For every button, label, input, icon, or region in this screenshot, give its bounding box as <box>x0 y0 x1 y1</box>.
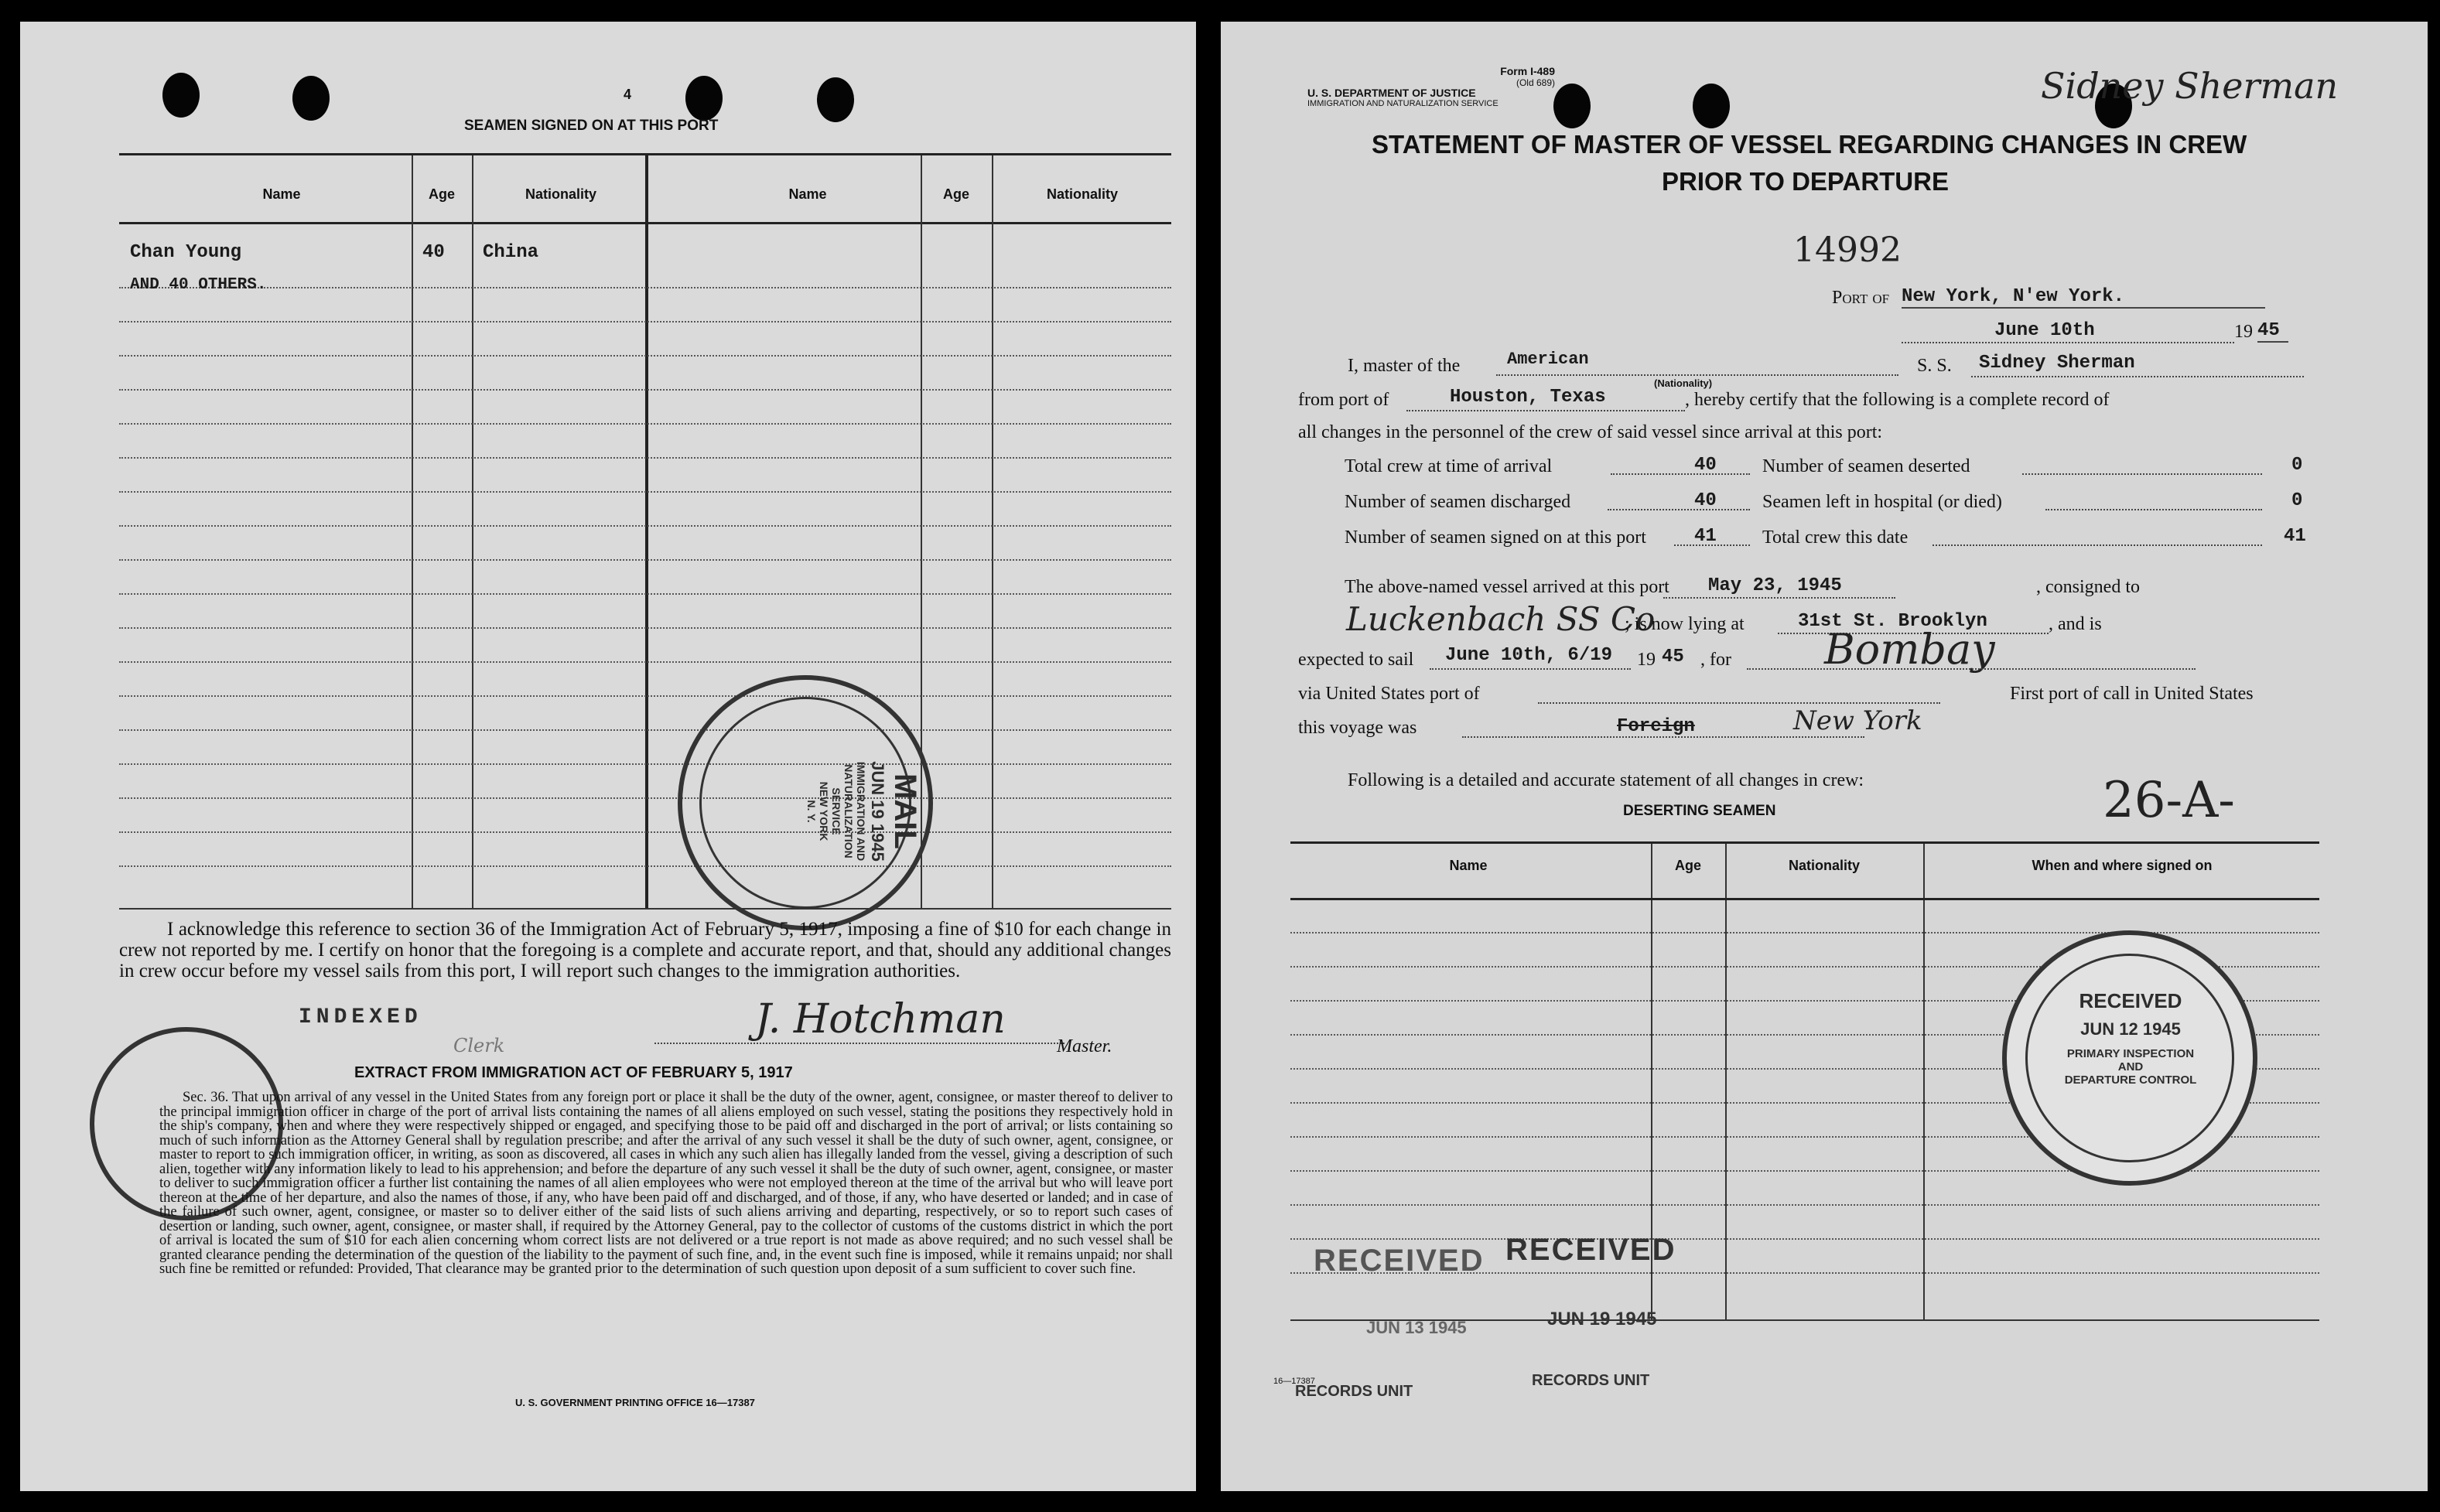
records-unit-2: RECORDS UNIT <box>1532 1372 1650 1389</box>
stamp-text: NEW YORK <box>818 781 830 841</box>
punch-hole <box>1553 84 1591 128</box>
stamp-date: JUN 19 1945 <box>868 761 887 862</box>
seamen-signed-table <box>119 153 1171 910</box>
form-old: (Old 689) <box>1516 77 1555 88</box>
mail-stamp <box>678 675 933 930</box>
table-cell: China <box>483 242 539 263</box>
stat-label: Total crew at time of arrival <box>1345 456 1553 476</box>
ship-name: Sidney Sherman <box>1979 353 2135 374</box>
stamp-text: AND <box>2117 1060 2144 1073</box>
punch-hole <box>1693 84 1730 128</box>
consignee-value: Luckenbach SS Co <box>1346 600 1656 638</box>
expected-label: expected to sail <box>1298 650 1414 670</box>
stamp-text: SERVICE <box>830 787 842 835</box>
column-header: Age <box>1674 858 1701 873</box>
certify-text: all changes in the personnel of the crew of said vessel since arrival at this port: <box>1298 422 1883 442</box>
table-cell: Chan Young <box>130 242 242 263</box>
punch-hole <box>292 76 330 121</box>
page-number: 4 <box>624 87 632 102</box>
column-header: Age <box>942 186 969 202</box>
printing-office: U. S. GOVERNMENT PRINTING OFFICE 16—17387 <box>515 1397 755 1408</box>
for-value: Bombay <box>1824 625 1995 674</box>
extract-text: Sec. 36. That upon arrival of any vessel in the United States from any foreign port or place it shall be the duty of the owner, agent, consignee, or master thereof to deliver to the principal immigration officer in charge of the port of arrival lists containing the names of all aliens employed on such vessel, stating the positions they respectively hold in the ship's company, when and where they were respectively shipped or engaged, and specifying those to be paid off and discharged in the port of arrival; or lists containing so much of such information as the Attorney General shall by regulation prescribe; and after the arrival of any such vessel it shall be the duty of such owner, agent, consignee, or master to report to such immigration officer, in writing, as soon as discovered, all cases in which any such alien has illegally landed from the vessel, giving a description of such alien, together with any information likely to lead to his apprehension; and before the departure of any such vessel it shall be the duty of such owner, agent, consignee, or master to deliver to such immigration officer a further list containing the names of all alien employees who were not employed thereon at the time of the arrival but who will leave port thereon at the time of her departure, and also the names of those, if any, who have been paid off and discharged, and of those, if any, who have deserted or landed; and in case of the failure of such owner, agent, consignee, or master so to deliver either of the said lists of such aliens arriving and departing, respectively, or so to report such cases of desertion or landing, such owner, agent, consignee, or master shall, if required by the Attorney General, pay to the collector of customs of the customs district in which the port of arrival is located the sum of $10 for each alien concerning whom correct lists are not delivered or a true report is not made as above required; and no such vessel shall be granted clearance pending the determination of the question of the liability to the payment of such fine, and, in the event such fine is imposed, while it remains unpaid; nor shall such fine be remitted or refunded: Provided, That clearance may be granted prior to the determination of such question upon deposit of a sum sufficient to cover such fine. <box>159 1090 1173 1277</box>
stamp-text: IMMIGRATION AND <box>855 761 867 862</box>
voyage-label: this voyage was <box>1298 718 1417 738</box>
extract-title: EXTRACT FROM IMMIGRATION ACT OF FEBRUARY 5, 1917 <box>354 1064 793 1081</box>
received-stamp <box>2002 930 2257 1186</box>
stamp-text: N. Y. <box>805 800 818 823</box>
consigned-label: , consigned to <box>2036 577 2140 597</box>
stat-value: 0 <box>2291 490 2303 511</box>
column-header: Age <box>428 186 455 202</box>
table-cell: 40 <box>422 242 445 263</box>
master-signature: J. Hotchman <box>755 996 1006 1043</box>
stamp-text: NATURALIZATION <box>842 764 855 858</box>
stat-label: Total crew this date <box>1762 527 1909 548</box>
from-port-value: Houston, Texas <box>1450 387 1606 408</box>
master-of-label: I, master of the <box>1348 356 1461 376</box>
stat-label: Seamen left in hospital (or died) <box>1762 492 2002 512</box>
stat-value: 41 <box>1694 526 1717 547</box>
year-value: 45 <box>1662 647 1684 667</box>
form-number: Form I-489 <box>1500 65 1555 77</box>
service: IMMIGRATION AND NATURALIZATION SERVICE <box>1307 99 1499 108</box>
clerk-note: Clerk <box>453 1035 505 1056</box>
year-prefix: 19 <box>2234 322 2253 342</box>
deserting-title: DESERTING SEAMEN <box>1623 803 1776 819</box>
year-value: 45 <box>2257 320 2288 343</box>
file-number: 14992 <box>1793 230 1902 270</box>
left-page <box>20 22 1196 1491</box>
handwritten-ship-name: Sidney Sherman <box>2041 65 2339 107</box>
ss-label: S. S. <box>1917 356 1952 376</box>
stat-value: 0 <box>2291 455 2303 476</box>
certify-text: , hereby certify that the following is a complete record of <box>1685 390 2110 410</box>
arrived-value: May 23, 1945 <box>1708 575 1842 596</box>
following-label: Following is a detailed and accurate statement of all changes in crew: <box>1348 770 1864 790</box>
port-value: New York, N'ew York. <box>1902 286 2265 309</box>
stat-label: Number of seamen discharged <box>1345 492 1571 512</box>
voyage-hand: New York <box>1793 705 1922 736</box>
column-header: When and where signed on <box>2032 858 2213 873</box>
punch-hole <box>162 73 200 118</box>
for-label: , for <box>1700 650 1731 670</box>
stamp-text: DEPARTURE CONTROL <box>2064 1073 2197 1087</box>
column-header: Nationality <box>1788 858 1860 873</box>
first-port-label: First port of call in United States <box>2010 684 2254 704</box>
punch-hole <box>685 76 723 121</box>
received-date-1: JUN 13 1945 <box>1366 1318 1467 1337</box>
stat-label: Number of seamen signed on at this port <box>1345 527 1646 548</box>
received-stamp-1: RECEIVED <box>1314 1244 1485 1278</box>
column-header: Name <box>262 186 301 202</box>
stamp-date: JUN 12 1945 <box>2080 1019 2181 1039</box>
form-subtitle: PRIOR TO DEPARTURE <box>1662 167 1949 196</box>
column-header: Nationality <box>525 186 596 202</box>
footer-code: 16—17387 <box>1273 1377 1315 1386</box>
nationality-caption: (Nationality) <box>1654 377 1713 389</box>
handwritten-code: 26-A- <box>2103 772 2235 829</box>
received-date-2: JUN 19 1945 <box>1547 1309 1657 1329</box>
stat-value: 41 <box>2284 526 2306 547</box>
stamp-title: RECEIVED <box>2079 989 2182 1012</box>
date-value: June 10th <box>1994 320 2095 341</box>
right-page <box>1221 22 2428 1491</box>
records-unit-1: RECORDS UNIT <box>1295 1383 1413 1400</box>
column-header: Name <box>788 186 827 202</box>
column-header: Name <box>1449 858 1488 873</box>
stat-value: 40 <box>1694 490 1717 511</box>
nationality-value: American <box>1507 350 1589 369</box>
stamp-text: PRIMARY INSPECTION <box>2066 1047 2195 1060</box>
port-label: Port of <box>1832 288 1890 308</box>
form-title: STATEMENT OF MASTER OF VESSEL REGARDING CHANGES IN CREW <box>1372 130 2247 159</box>
indexed-stamp: INDEXED <box>299 1005 422 1029</box>
column-header: Nationality <box>1046 186 1118 202</box>
and-is-label: , and is <box>2049 614 2102 634</box>
via-label: via United States port of <box>1298 684 1480 704</box>
stat-value: 40 <box>1694 455 1717 476</box>
stamp-title: MAIL <box>888 773 922 849</box>
stat-label: Number of seamen deserted <box>1762 456 1970 476</box>
section-title: SEAMEN SIGNED ON AT THIS PORT <box>464 118 719 134</box>
received-stamp-2: RECEIVED <box>1505 1233 1676 1267</box>
department: U. S. DEPARTMENT OF JUSTICE <box>1307 87 1476 99</box>
arrived-label: The above-named vessel arrived at this port <box>1345 577 1669 597</box>
lying-label: ; is now lying at <box>1625 614 1745 634</box>
acknowledgment-text: I acknowledge this reference to section 36 of the Immigration Act of February 5, 1917, imposing a fine of $10 for each change in crew not reported by me. I certify on honor that the foregoing is a complete and accurate report, and that, should any additional changes in crew occur before my vessel sails from this port, I will report such changes to the immigration authorities. <box>119 919 1171 981</box>
lying-value: 31st St. Brooklyn <box>1798 611 1987 632</box>
expected-value: June 10th, 6/19 <box>1445 645 1613 666</box>
voyage-value: Foreign <box>1617 716 1695 737</box>
punch-hole <box>817 77 854 122</box>
table-cell: AND 40 OTHERS. <box>130 276 267 294</box>
from-port-label: from port of <box>1298 390 1389 410</box>
master-label: Master. <box>1057 1036 1112 1056</box>
year-prefix: 19 <box>1637 650 1656 670</box>
